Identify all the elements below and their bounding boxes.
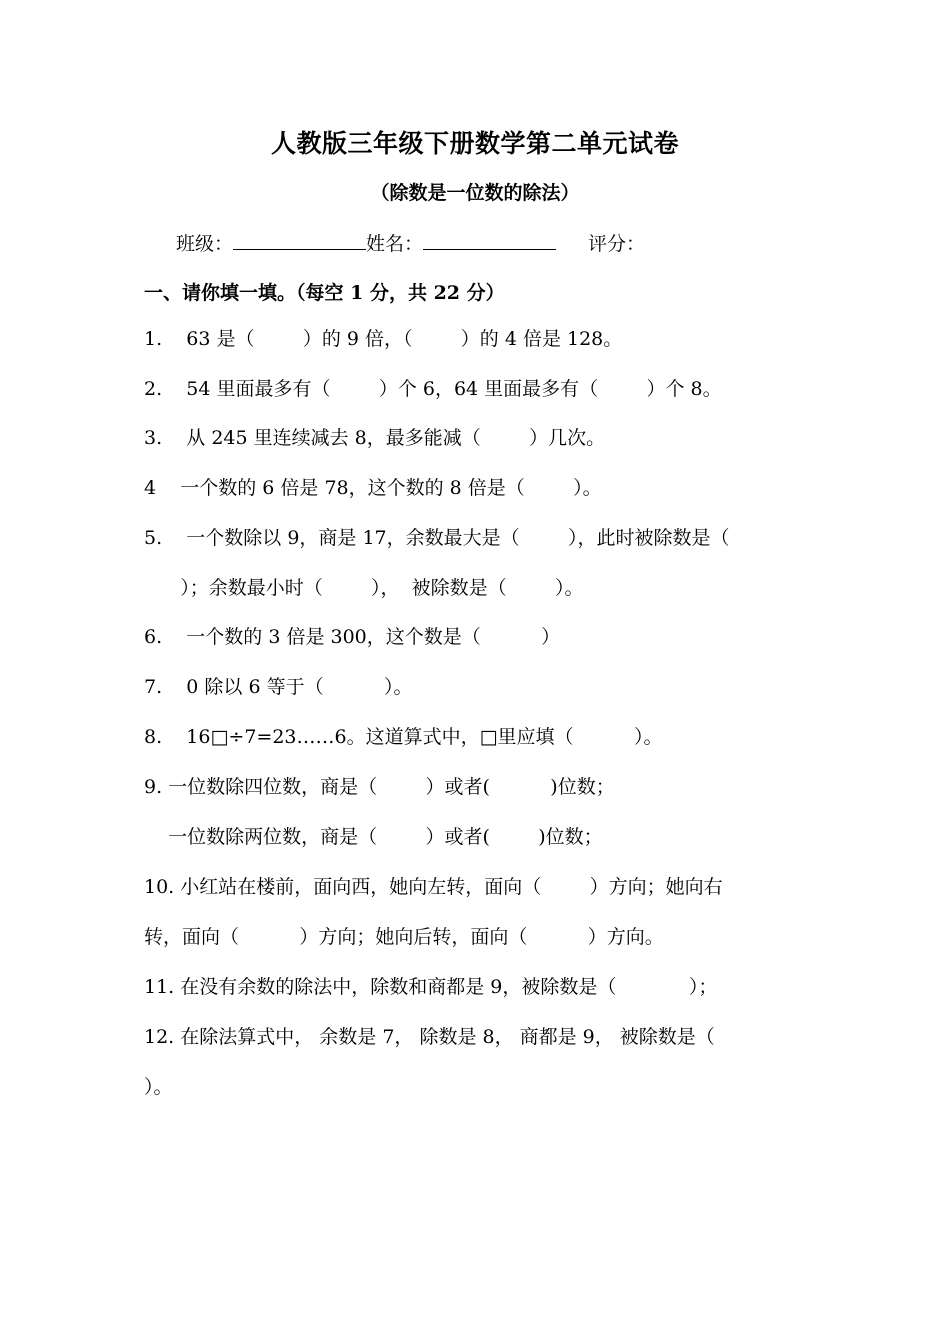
question-line: 转，面向（ ）方向；她向后转，面向（ ）方向。 bbox=[144, 926, 664, 948]
section-heading: 一、请你填一填。（每空 1 分，共 22 分） bbox=[144, 282, 505, 304]
question-line: ）；余数最小时（ ）， 被除数是（ ）。 bbox=[144, 577, 584, 599]
question-line: 7. 0 除以 6 等于（ ）。 bbox=[144, 676, 413, 698]
question-line: 1. 63 是（ ）的 9 倍，（ ）的 4 倍是 128。 bbox=[144, 328, 623, 350]
question-line: 12. 在除法算式中， 余数是 7， 除数是 8， 商都是 9， 被除数是（ bbox=[144, 1026, 715, 1048]
score-label: 评分： bbox=[588, 233, 646, 255]
name-blank[interactable] bbox=[423, 229, 556, 250]
question-line: ）。 bbox=[144, 1076, 173, 1098]
question-line: 6. 一个数的 3 倍是 300，这个数是（ ） bbox=[144, 626, 561, 648]
question-line: 4 一个数的 6 倍是 78，这个数的 8 倍是（ ）。 bbox=[144, 477, 602, 499]
page-subtitle: （除数是一位数的除法） bbox=[370, 182, 580, 204]
question-line: 10. 小红站在楼前，面向西，她向左转，面向（ ）方向；她向右 bbox=[144, 876, 723, 898]
question-line: 3. 从 245 里连续减去 8，最多能减（ ）几次。 bbox=[144, 427, 606, 449]
class-label: 班级： bbox=[176, 233, 234, 255]
name-label: 姓名： bbox=[366, 233, 424, 255]
class-blank[interactable] bbox=[233, 229, 366, 250]
question-line: 5. 一个数除以 9，商是 17，余数最大是（ ），此时被除数是（ bbox=[144, 527, 730, 549]
question-line: 一位数除两位数，商是（ ）或者( )位数； bbox=[144, 826, 603, 848]
question-line: 9. 一位数除四位数，商是（ ）或者( )位数； bbox=[144, 776, 615, 798]
question-line: 11. 在没有余数的除法中，除数和商都是 9，被除数是（ ）； bbox=[144, 976, 718, 998]
student-info-row bbox=[176, 229, 645, 256]
page-title: 人教版三年级下册数学第二单元试卷 bbox=[270, 129, 679, 158]
question-line: 2. 54 里面最多有（ ）个 6，64 里面最多有（ ）个 8。 bbox=[144, 378, 722, 400]
question-line: 8. 16□÷7=23……6。这道算式中，□里应填（ ）。 bbox=[144, 726, 663, 748]
